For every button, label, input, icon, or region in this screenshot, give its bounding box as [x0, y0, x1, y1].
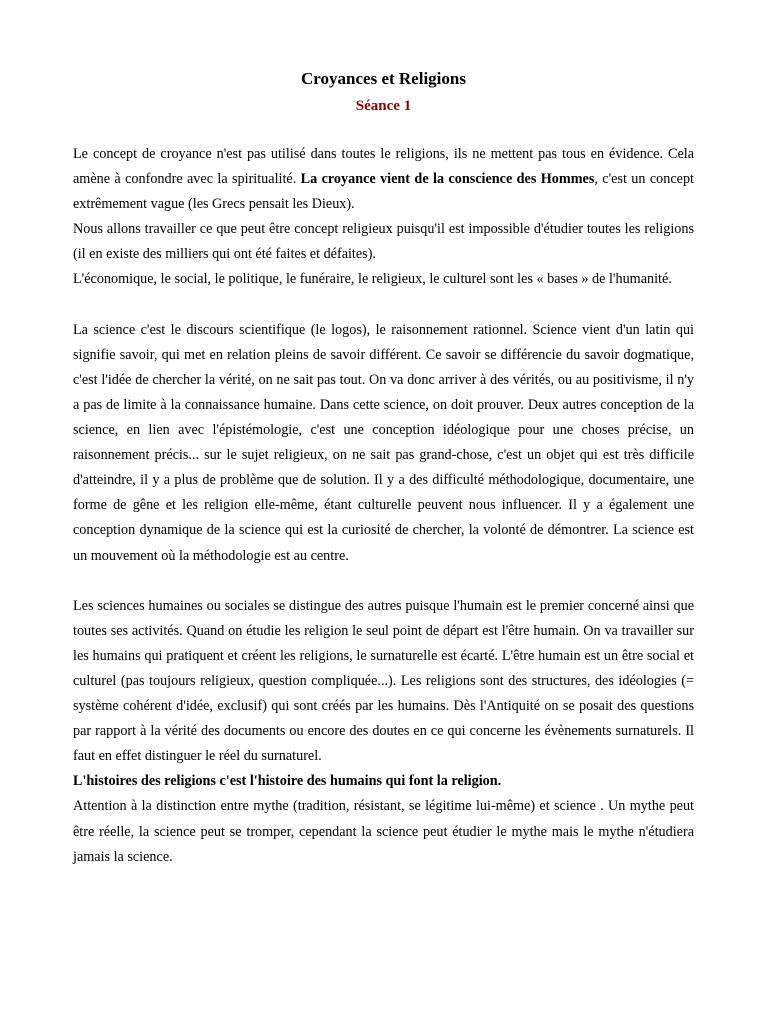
paragraph-concept-religieux: Nous allons travailler ce que peut être concept religieux puisqu'il est impossible d'étudier toutes les religions (il en existe des milliers qui ont été faites et défaites).	[73, 221, 694, 263]
document-page	[73, 68, 694, 870]
document-title: Croyances et Religions	[301, 69, 466, 88]
paragraph-bases-humanite: L'économique, le social, le politique, le funéraire, le religieux, le culturel sont les « bases » de l'humanité.	[73, 271, 672, 288]
paragraph-mythe-science: Attention à la distinction entre mythe (tradition, résistant, se légitime lui-même) et science . Un mythe peut être réelle, la science peut se tromper, cependant la science peut étudier le mythe mais le mythe n'étudiera jamais la science.	[73, 798, 694, 865]
session-subtitle: Séance 1	[355, 98, 412, 114]
paragraph-croyance	[73, 142, 694, 217]
paragraph-text: , c'est un concept extrêmement vague (les Grecs pensait les Dieux).	[73, 171, 694, 213]
paragraph-sciences-humaines: Les sciences humaines ou sociales se distingue des autres puisque l'humain est le premier concerné ainsi que toutes ses activités. Quand on étudie les religion le seul point de départ est l'être humain. On va travailler sur les humains qui pratiquent et créent les religions, le surnaturelle est écarté. L'être humain est un être social et culturel (pas toujours religieux, question compliquée...). Les religions sont des structures, des idéologies (= système cohérent d'idée, exclusif) qui sont créés par les humains. Dès l'Antiquité on se posait des questions par rapport à la vérité des documents ou encore des doutes en ce qui concerne les évènements surnaturels. Il faut en effet distinguer le réel du surnaturel.	[73, 597, 694, 765]
paragraph-spacer	[73, 569, 694, 594]
paragraph-science: La science c'est le discours scientifique (le logos), le raisonnement rationnel. Science vient d'un latin qui signifie savoir, qui met en relation pleins de savoir différent. Ce savoir se différencie du savoir dogmatique, c'est l'idée de chercher la vérité, on ne sait pas tout. On va donc arriver à des vérités, ou au positivisme, il n'y a pas de limite à la connaissance humaine. Dans cette science, on doit prouver. Deux autres conception de la science, en lien avec l'épistémologie, c'est une conception idéologique pour une choses précise, un raisonnement précis... sur le sujet religieux, on ne sait pas grand-chose, c'est un objet qui est très difficile d'atteindre, il y a plus de problème que de solution. Il y a des difficulté méthodologique, documentaire, une forme de gêne et les religion elle-même, étant culturelle peuvent nous influencer. Il y a également une conception dynamique de la science qui est la curiosité de chercher, la volonté de démontrer. La science est un mouvement où la méthodologie est au centre.	[73, 321, 694, 564]
document-body	[73, 142, 694, 870]
paragraph-spacer	[73, 293, 694, 318]
bold-statement: La croyance vient de la conscience des Hommes	[300, 171, 595, 188]
paragraph-histoire-religions: L'histoires des religions c'est l'histoire des humains qui font la religion.	[73, 773, 502, 790]
paragraph-text: Le concept de croyance n'est pas utilisé dans toutes le religions, ils ne mettent pas tous en évidence. Cela amène à confondre avec la spiritualité.	[73, 146, 694, 188]
